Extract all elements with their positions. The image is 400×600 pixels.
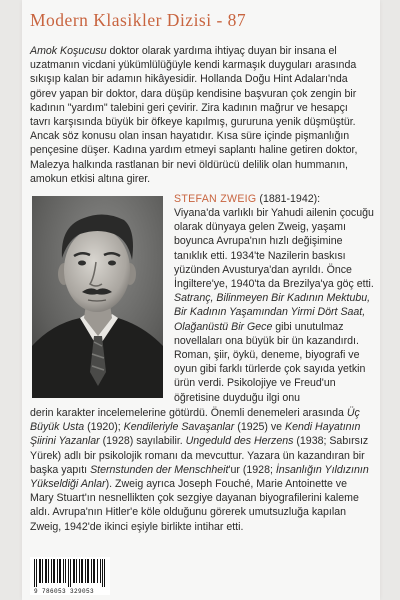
stars-title: Sternstunden der Menschheit: [90, 463, 229, 476]
author-name: STEFAN ZWEIG: [174, 193, 257, 205]
author-heading: [174, 192, 370, 206]
novel-note: (1938; Sabırsız Yürek) adlı bir psikolojik romanı da mevcuttur. Yazara ün kazandıran bir başka yapıtı: [30, 435, 369, 476]
series-title: Modern Klasikler Dizisi - 87: [30, 10, 247, 30]
essay-title-3: Kendi Hayatının Şiirini Yazanlar: [30, 421, 361, 448]
essay-year-1: (1920);: [84, 421, 124, 434]
author-portrait-image: [32, 196, 163, 398]
stars-title-tr: İnsanlığın Yıldızının Yükseldiği Anlar: [30, 463, 369, 491]
essay-title-1: Üç Büyük Usta: [30, 407, 360, 434]
essay-year-2: (1925) ve: [234, 421, 285, 434]
author-years: (1881-1942):: [256, 193, 321, 205]
bio-text-part1: Viyana'da varlıklı bir Yahudi ailenin çocuğu olarak dünyaya gelen Zweig, yaşamı boyunca Avrupa'nın hızlı değişimine tanıklık etti. 1934'te Nazilerin baskısı yüzünden Avusturya'dan ayrıldı. Önce İngiltere'ye, 1940'ta da Brezilya'ya göç etti.: [174, 207, 374, 291]
blurb-text: doktor olarak yardıma ihtiyaç duyan bir insana el uzatmanın vicdani yükümlülüğüyle kendi karmaşık duyguları arasında sıkışıp kalan bir adamın hikâyesidir. Hollanda Doğu Hint Adaları'nda görev yapan bir doktor, dara düşüp kendisine başvuran çok zengin bir kadının "yardım" talebini geri çevirir. Zira kadının mağrur ve hesapçı tavrı karşısında büyük bir öfkeye kapılmış, gururuna yenik düşmüştür. Ancak söz konusu olan insan hayatıdır. Kısa süre içinde pişmanlığın pençesine düşer. Kadına yardım etmeyi saplantı haline getiren doktor, Malezya halkında rastlanan bir nevi öldürücü delilik olan hummanın, amokun etkisi altına girer.: [30, 45, 358, 185]
bio-text-part2: gibi unutulmaz novellaları ona büyük bir ün kazandırdı. Roman, şiir, öykü, deneme, biyografi ve oyun gibi farklı türlerde çok sayıda yetkin ürün verdi. Psikolojiye ve Freud'un öğretisine duyduğu ilgi onu: [174, 320, 366, 404]
essay-title-2: Kendileriyle Savaşanlar: [123, 421, 235, 434]
bio-works-list: Satranç, Bilinmeyen Bir Kadının Mektubu, Bir Kadının Yaşamından Yirmi Dört Saat, Olağanüstü Bir Gece: [174, 292, 371, 333]
blurb-book-title: Amok Koşucusu: [30, 45, 107, 57]
author-bio-wide: [30, 406, 370, 534]
essay-year-3: (1928) sayılabilir.: [99, 435, 186, 448]
barcode-bars: [30, 557, 110, 587]
isbn-number: 9 786053 329053: [34, 588, 95, 595]
novel-title: Ungeduld des Herzens: [185, 435, 294, 448]
bio-text-part4: ). Zweig ayrıca Joseph Fouché, Marie Antoinette ve Mary Stuart'ın nesnellikten çok sezgiye dayanan biyografilerini kaleme aldı. Avrupa'nın Hitler'e köle olduğunu görerek umutsuzluğa kapılan Zweig, 1942'de ikinci eşiyle birlikte intihar etti.: [30, 478, 359, 533]
author-photo: [32, 196, 163, 398]
bio-text-part3: derin karakter incelemelerine götürdü. Önemli denemeleri arasında: [30, 407, 347, 419]
stars-note: 'ur (1928;: [228, 463, 276, 476]
author-bio-narrow: [174, 206, 374, 405]
book-blurb: [30, 44, 368, 186]
